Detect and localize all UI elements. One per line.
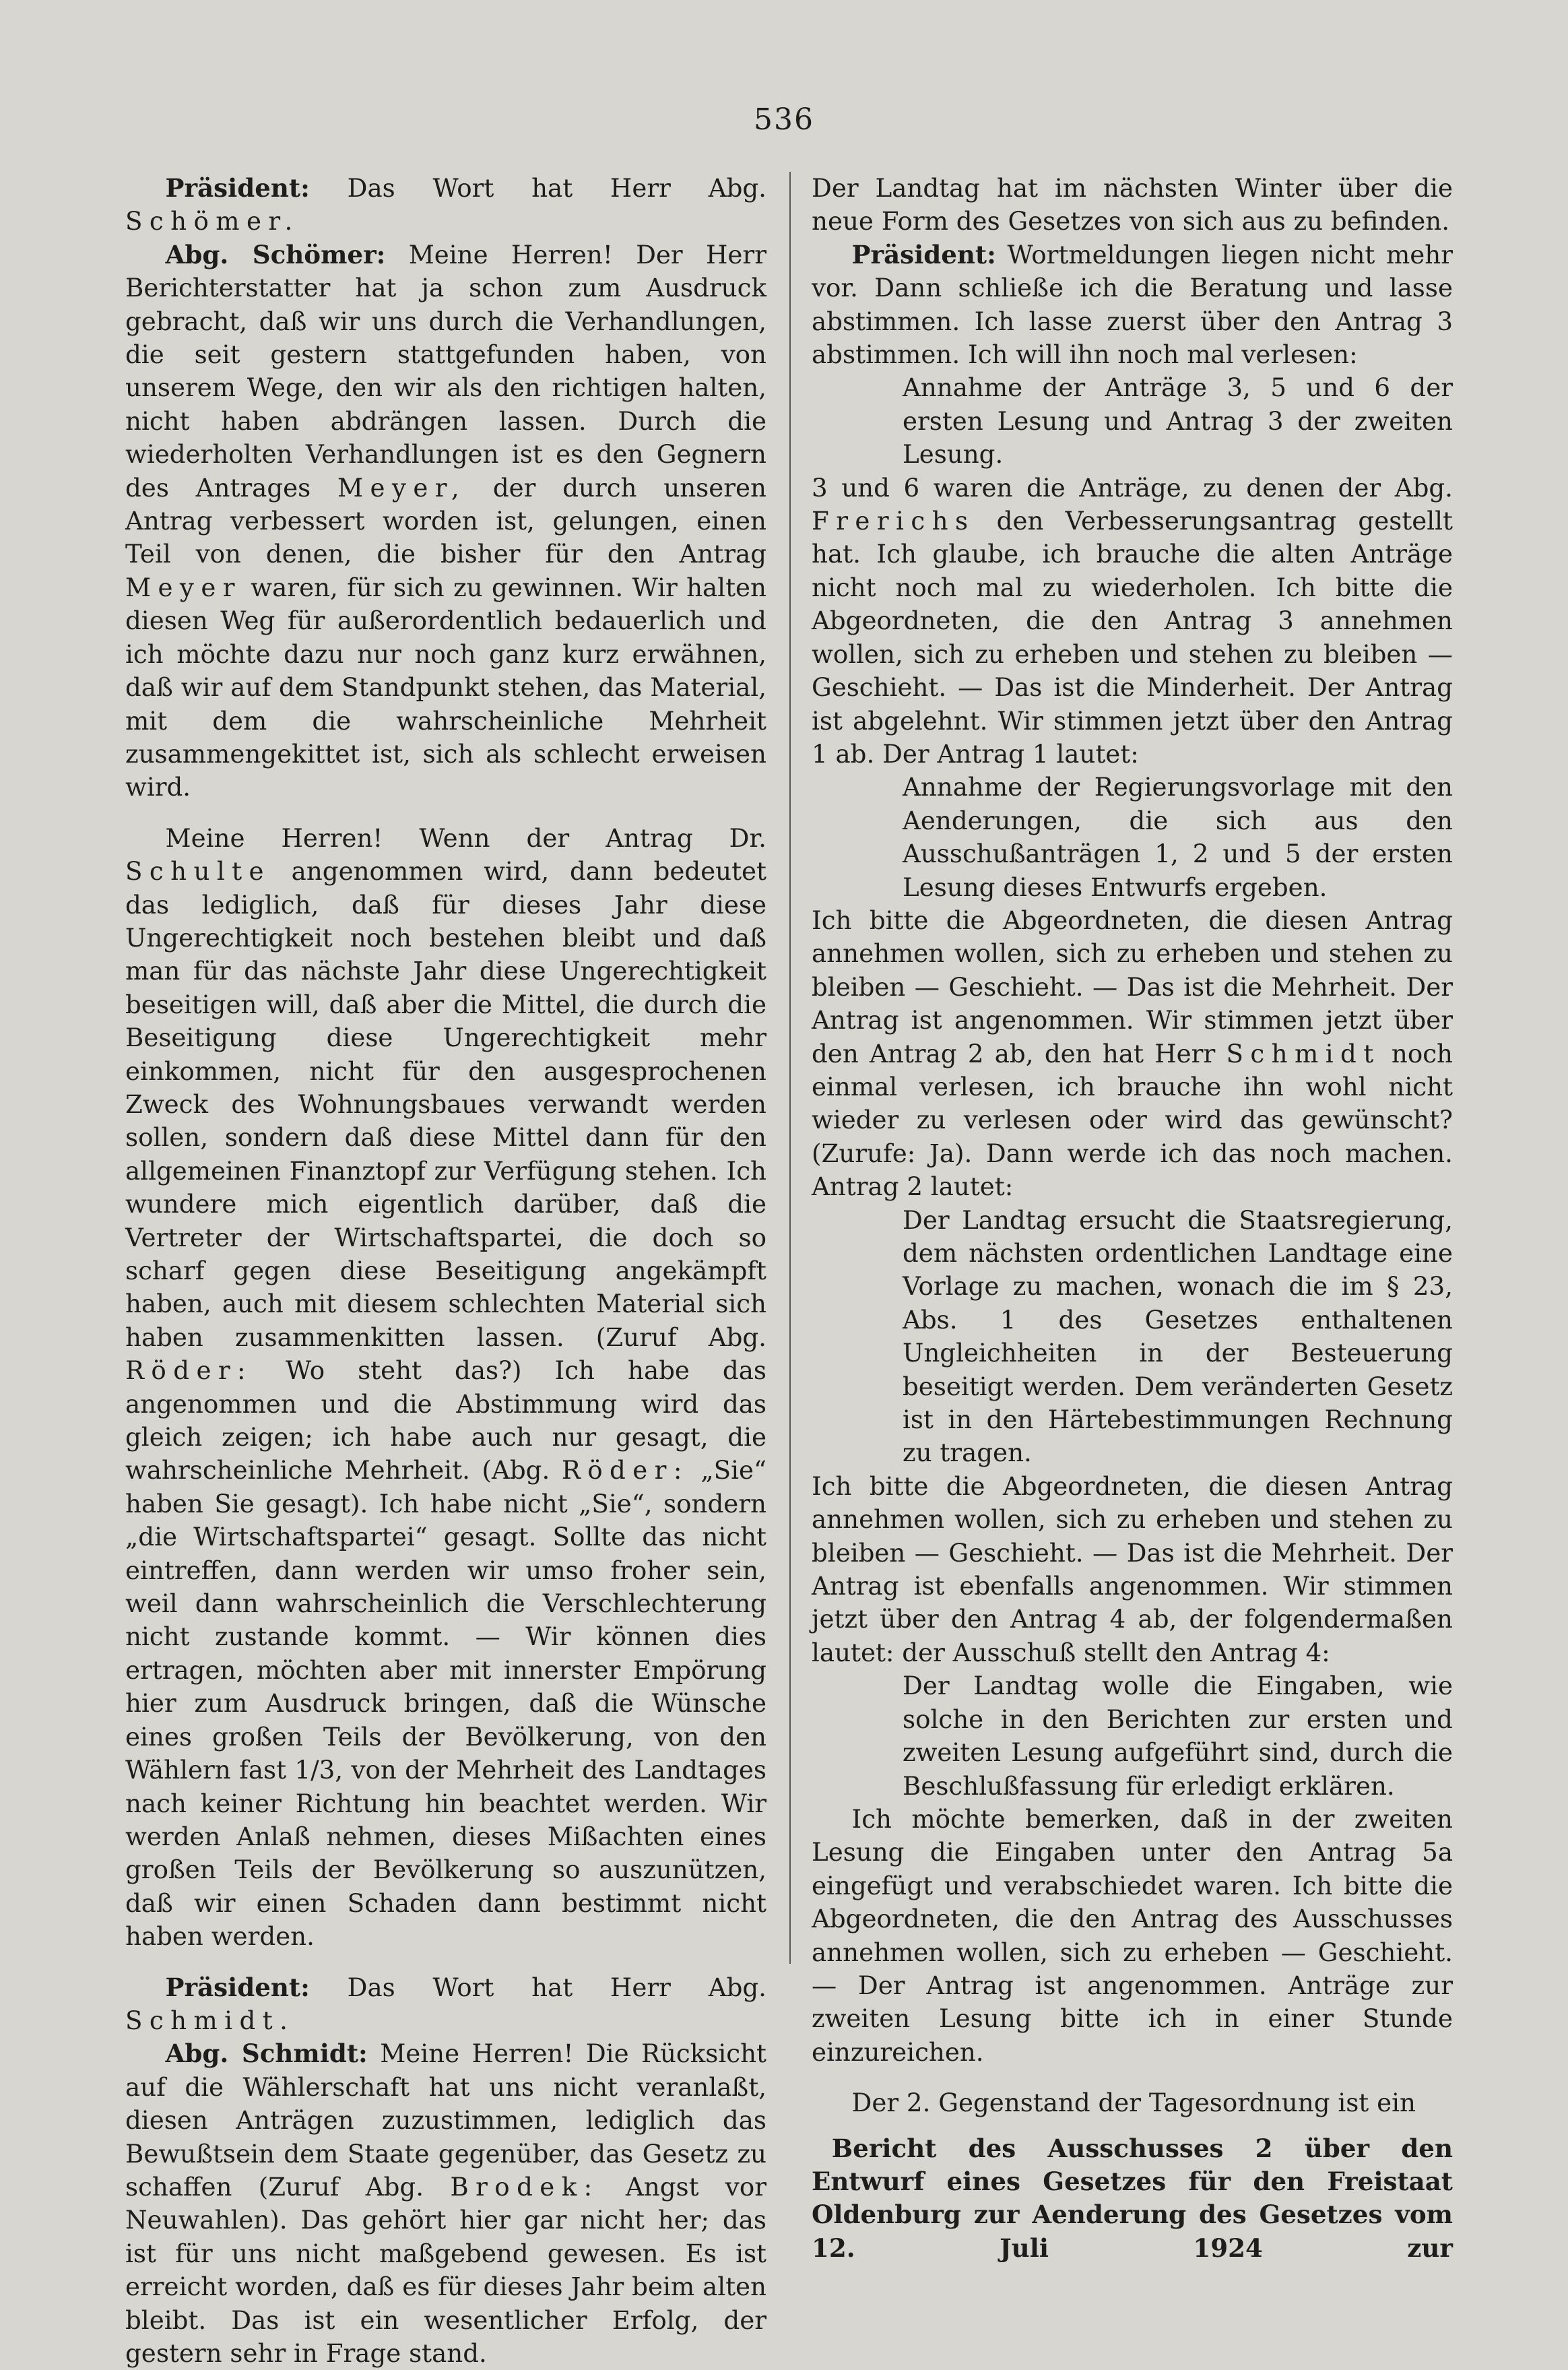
paragraph: Ich bitte die Abgeordneten, die diesen Antrag annehmen wollen, sich zu erheben und stehen zu bleiben — Geschieht. — Das ist die Mehrheit. Der Antrag ist ebenfalls angenommen. Wir stimmen jetzt über den Antrag 4 ab, der folgendermaßen lautet: der Ausschuß stellt den Antrag 4: [812,1471,1453,1667]
paragraph: Präsident: Das Wort hat Herr Abg. Schmidt. [125,1972,766,2035]
speaker-name: Meyer [125,572,242,602]
paragraph: Meine Herren! Wenn der Antrag Dr. Schulte angenommen wird, dann bedeutet das lediglich, daß für dieses Jahr diese Ungerechtigkeit noch bestehen bleibt und daß man für das nächste Jahr diese Ungerechtigkeit beseitigen will, daß aber die Mittel, die durch die Beseitigung diese Ungerechtigkeit mehr einkommen, nicht für den ausgesprochenen Zweck des Wohnungsbaues verwandt werden sollen, sondern daß diese Mittel dann für den allgemeinen Finanztopf zur Verfügung stehen. Ich wundere mich eigentlich darüber, daß die Vertreter der Wirtschaftspartei, die doch so scharf gegen diese Beseitigung angekämpft haben, auch mit diesem schlechten Material sich haben zusammenkitten lassen. (Zuruf Abg. Röder: Wo steht das?) Ich habe das angenommen und die Abstimmung wird das gleich zeigen; ich habe auch nur gesagt, die wahrscheinliche Mehrheit. (Abg. Röder: „Sie“ haben Sie gesagt). Ich habe nicht „Sie“, sondern „die Wirtschaftspartei“ gesagt. Sollte das nicht eintreffen, dann werden wir umso froher sein, weil dann wahrscheinlich die Verschlechterung nicht zustande kommt. — Wir können dies ertragen, möchten aber mit innerster Empörung hier zum Ausdruck bringen, daß die Wünsche eines großen Teils der Bevölkerung, von den Wählern fast 1/3, von der Mehrheit des Landtages nach keiner Richtung hin beachtet werden. Wir werden Anlaß nehmen, dieses Mißachten eines großen Teils der Bevölkerung so auszunützen, daß wir einen Schaden dann bestimmt nicht haben werden. [125,823,767,1952]
speaker-name: Röder: [561,1455,689,1485]
speaker-label: Präsident: [851,239,996,269]
speaker-label: Abg. Schömer: [165,239,386,269]
paragraph: Der Landtag hat im nächsten Winter über die neue Form des Gesetzes von sich aus zu befinden. [812,173,1453,236]
speaker-label: Präsident: [165,173,310,203]
speaker-name: Schulte [125,856,271,887]
paragraph: Ich bitte die Abgeordneten, die diesen Antrag annehmen wollen, sich zu erheben und stehen zu bleiben — Geschieht. — Das ist die Mehrheit. Der Antrag ist angenommen. Wir stimmen jetzt über den Antrag 2 ab, den hat Herr Schmidt noch einmal verlesen, ich brauche ihn wohl nicht wieder zu verlesen oder wird das gewünscht? (Zurufe: Ja). Dann werde ich das noch machen. Antrag 2 lautet: [812,905,1453,1202]
paragraph: 3 und 6 waren die Anträge, zu denen der Abg. Frerichs den Verbesserungsantrag gestellt hat. Ich glaube, ich brauche die alten Anträge nicht noch mal zu wiederholen. Ich bitte die Abgeordneten, die den Antrag 3 annehmen wollen, sich zu erheben und stehen zu bleiben — Geschieht. — Das ist die Minderheit. Der Antrag ist abgelehnt. Wir stimmen jetzt über den Antrag 1 ab. Der Antrag 1 lautet: [812,472,1453,769]
paragraph: Präsident: Das Wort hat Herr Abg. Schömer. [125,173,766,236]
speaker-name: Röder: [125,1355,253,1386]
motion-quote: Der Landtag ersucht die Staatsregierung, dem nächsten ordentlichen Landtage eine Vorlage zu machen, wonach die im § 23, Abs. 1 des Gesetzes enthaltenen Ungleichheiten in der Besteuerung beseitigt werden. Dem veränderten Gesetz ist in den Härtebestimmungen Rechnung zu tragen. [903,1205,1453,1468]
motion-quote: Annahme der Anträge 3, 5 und 6 der ersten Lesung und Antrag 3 der zweiten Lesung. [903,373,1453,470]
page-number: 536 [754,102,814,137]
paragraph: Abg. Schömer: Meine Herren! Der Herr Berichterstatter hat ja schon zum Ausdruck gebracht, daß wir uns durch die Verhandlungen, die seit gestern stattgefunden haben, von unserem Wege, den wir als den richtigen halten, nicht haben abdrängen lassen. Durch die wiederholten Verhandlungen ist es den Gegnern des Antrages Meyer, der durch unseren Antrag verbessert worden ist, gelungen, einen Teil von denen, die bisher für den Antrag Meyer waren, für sich zu gewinnen. Wir halten diesen Weg für außerordentlich bedauerlich und ich möchte dazu nur noch ganz kurz erwähnen, daß wir auf dem Standpunkt stehen, das Material, mit dem die wahrscheinliche Mehrheit zusammengekittet ist, sich als schlecht erweisen wird. [125,239,766,802]
speaker-name: Schömer. [125,206,300,236]
right-column [812,172,1453,2265]
speaker-name: Brodek: [450,2171,599,2202]
agenda-heading: Bericht des Ausschusses 2 über den Entwurf eines Gesetzes für den Freistaat Oldenburg zur Aenderung des Gesetzes vom 12. Juli 1924 zur [812,2133,1453,2263]
speaker-name: Frerichs [812,506,975,536]
speaker-name: Meyer, [337,472,467,503]
paragraph: Der 2. Gegenstand der Tagesordnung ist ein [851,2088,1416,2118]
speaker-name: Schmidt. [125,2005,295,2035]
speaker-name: Schmidt [1226,1038,1381,1068]
motion-quote: Der Landtag wolle die Eingaben, wie solche in den Berichten zur ersten und zweiten Lesung aufgeführt sind, durch die Beschlußfassung für erledigt erklären. [903,1671,1453,1801]
motion-quote: Annahme der Regierungsvorlage mit den Aenderungen, die sich aus den Ausschußanträgen 1, 2 und 5 der ersten Lesung dieses Entwurfs ergeben. [903,772,1453,902]
speaker-label: Abg. Schmidt: [165,2039,368,2069]
left-column [125,172,766,2370]
paragraph: Ich möchte bemerken, daß in der zweiten Lesung die Eingaben unter den Antrag 5a eingefügt und verabschiedet waren. Ich bitte die Abgeordneten, die den Antrag des Ausschusses annehmen wollen, sich zu erheben — Geschieht. — Der Antrag ist angenommen. Anträge zur zweiten Lesung bitte ich in einer Stunde einzureichen. [812,1803,1453,2067]
paragraph: Präsident: Wortmeldungen liegen nicht mehr vor. Dann schließe ich die Beratung und lasse abstimmen. Ich lasse zuerst über den Antrag 3 abstimmen. Ich will ihn noch mal verlesen: [812,239,1453,370]
paragraph: Abg. Schmidt: Meine Herren! Die Rücksicht auf die Wählerschaft hat uns nicht veranlaßt, diesen Anträgen zuzustimmen, lediglich das Bewußtsein dem Staate gegenüber, das Gesetz zu schaffen (Zuruf Abg. Brodek: Angst vor Neuwahlen). Das gehört hier gar nicht her; das ist für uns nicht maßgebend gewesen. Es ist erreicht worden, daß es für dieses Jahr beim alten bleibt. Das ist ein wesentlicher Erfolg, der gestern sehr in Frage stand. [125,2039,766,2368]
speaker-label: Präsident: [165,1972,310,2002]
column-divider [789,172,791,1964]
